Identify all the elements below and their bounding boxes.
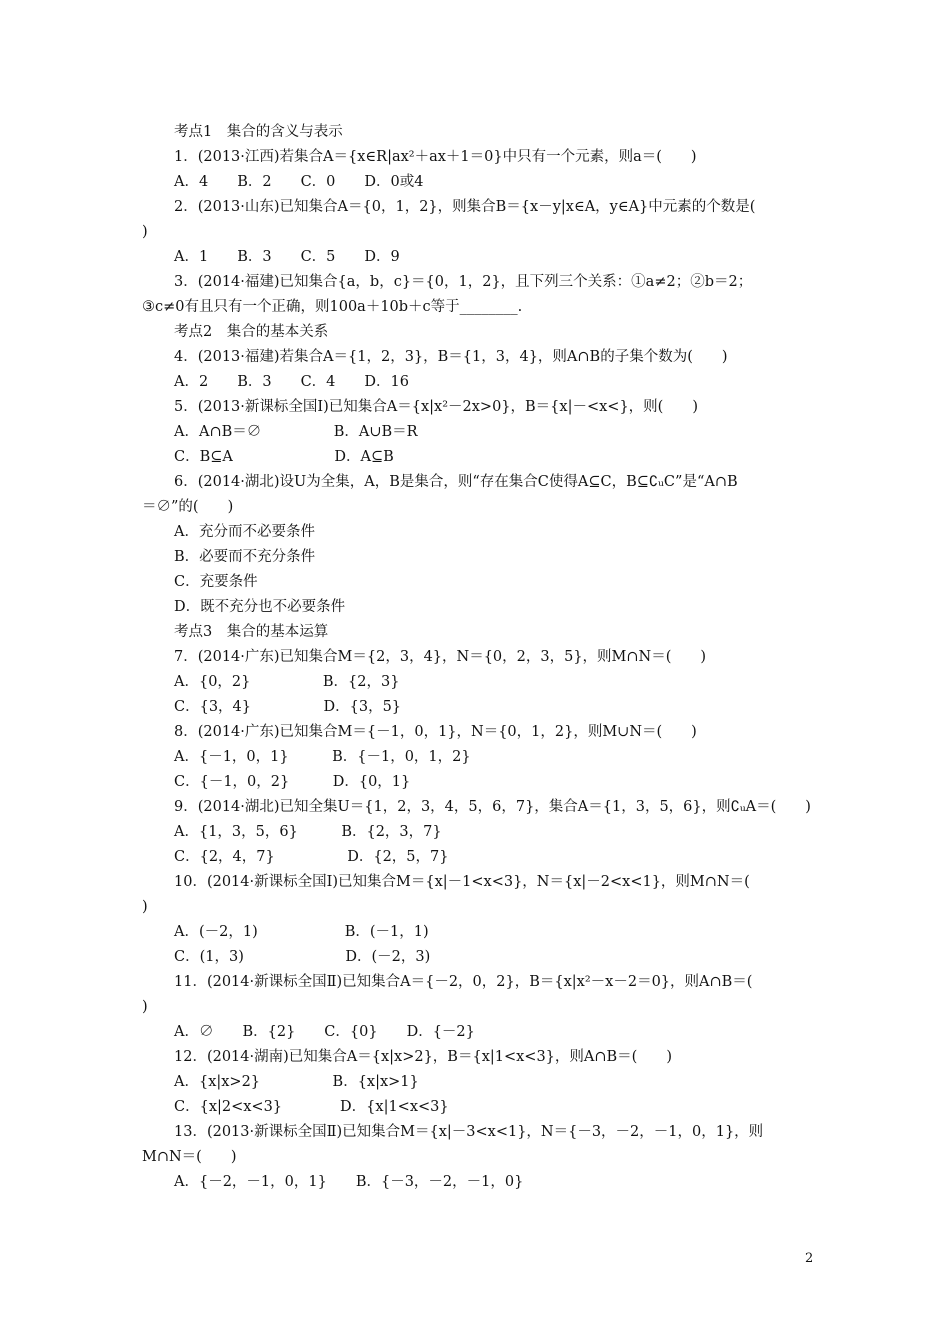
question-1-options: A．4 B．2 C．0 D．0或4 xyxy=(174,174,424,190)
question-7-options-cd: C．{3，4} D．{3，5} xyxy=(174,699,402,715)
question-11-options: A．∅ B．{2} C．{0} D．{－2} xyxy=(174,1024,475,1040)
question-13-options-ab: A．{－2，－1，0，1} B．{－3，－2，－1，0} xyxy=(174,1174,524,1190)
section-heading-1: 考点1 集合的含义与表示 xyxy=(174,124,343,140)
question-4: 4．(2013·福建)若集合A＝{1，2，3}，B＝{1，3，4}，则A∩B的子集个数为( ) xyxy=(174,349,728,365)
question-10-options-cd: C．(1，3) D．(－2，3) xyxy=(174,949,431,965)
question-9-options-cd: C．{2，4，7} D．{2，5，7} xyxy=(174,849,449,865)
question-9: 9．(2014·湖北)已知全集U＝{1，2，3，4，5，6，7}，集合A＝{1，3，5，6}，则∁ᵤA＝( ) xyxy=(174,799,811,815)
question-10-cont: ) xyxy=(142,899,148,915)
question-6-option-a: A．充分而不必要条件 xyxy=(174,524,315,540)
question-8-options-ab: A．{－1，0，1} B．{－1，0，1，2} xyxy=(174,749,471,765)
question-7-options-ab: A．{0，2} B．{2，3} xyxy=(174,674,400,690)
question-8: 8．(2014·广东)已知集合M＝{－1，0，1}，N＝{0，1，2}，则M∪N＝( ) xyxy=(174,724,697,740)
question-8-options-cd: C．{－1，0，2} D．{0，1} xyxy=(174,774,411,790)
question-12-options-cd: C．{x|2<x<3} D．{x|1<x<3} xyxy=(174,1099,449,1115)
question-2-options: A．1 B．3 C．5 D．9 xyxy=(174,249,400,265)
question-3-cont: ③c≠0有且只有一个正确，则100a＋10b＋c等于________. xyxy=(142,299,523,315)
question-10-options-ab: A．(－2，1) B．(－1，1) xyxy=(174,924,429,940)
question-6-option-b: B．必要而不充分条件 xyxy=(174,549,316,565)
question-6-cont: ＝∅”的( ) xyxy=(142,499,234,515)
question-3: 3．(2014·福建)已知集合{a，b，c}＝{0，1，2}，且下列三个关系：①a≠2；②b＝2； xyxy=(174,274,753,290)
question-10: 10．(2014·新课标全国Ⅰ)已知集合M＝{x|－1<x<3}，N＝{x|－2<x<1}，则M∩N＝( xyxy=(174,874,750,890)
question-12: 12．(2014·湖南)已知集合A＝{x|x>2}，B＝{x|1<x<3}，则A∩B＝( ) xyxy=(174,1049,672,1065)
question-6: 6．(2014·湖北)设U为全集，A，B是集合，则“存在集合C使得A⊆C，B⊆∁ᵤC”是“A∩B xyxy=(174,474,738,490)
question-11: 11．(2014·新课标全国Ⅱ)已知集合A＝{－2，0，2}，B＝{x|x²－x－2＝0}，则A∩B＝( xyxy=(174,974,753,990)
question-13-cont: M∩N＝( ) xyxy=(142,1149,237,1165)
question-7: 7．(2014·广东)已知集合M＝{2，3，4}，N＝{0，2，3，5}，则M∩N＝( ) xyxy=(174,649,707,665)
question-9-options-ab: A．{1，3，5，6} B．{2，3，7} xyxy=(174,824,442,840)
question-2-cont: ) xyxy=(142,224,148,240)
section-heading-3: 考点3 集合的基本运算 xyxy=(174,624,329,640)
page-number: 2 xyxy=(805,1251,814,1266)
question-5-options-ab: A．A∩B＝∅ B．A∪B＝R xyxy=(174,424,418,440)
question-5-options-cd: C．B⊆A D．A⊆B xyxy=(174,449,394,465)
question-5: 5．(2013·新课标全国Ⅰ)已知集合A＝{x|x²－2x>0}，B＝{x|－<x<}，则( ) xyxy=(174,399,698,415)
question-4-options: A．2 B．3 C．4 D．16 xyxy=(174,374,409,390)
question-1: 1．(2013·江西)若集合A＝{x∈R|ax²＋ax＋1＝0}中只有一个元素，则a＝( ) xyxy=(174,149,697,165)
question-2: 2．(2013·山东)已知集合A＝{0，1，2}，则集合B＝{x－y|x∈A，y∈A}中元素的个数是( xyxy=(174,199,756,215)
question-6-option-c: C．充要条件 xyxy=(174,574,258,590)
question-12-options-ab: A．{x|x>2} B．{x|x>1} xyxy=(174,1074,419,1090)
question-6-option-d: D．既不充分也不必要条件 xyxy=(174,599,346,615)
question-11-cont: ) xyxy=(142,999,148,1015)
section-heading-2: 考点2 集合的基本关系 xyxy=(174,324,329,340)
question-13: 13．(2013·新课标全国Ⅱ)已知集合M＝{x|－3<x<1}，N＝{－3，－2，－1，0，1}，则 xyxy=(174,1124,764,1140)
